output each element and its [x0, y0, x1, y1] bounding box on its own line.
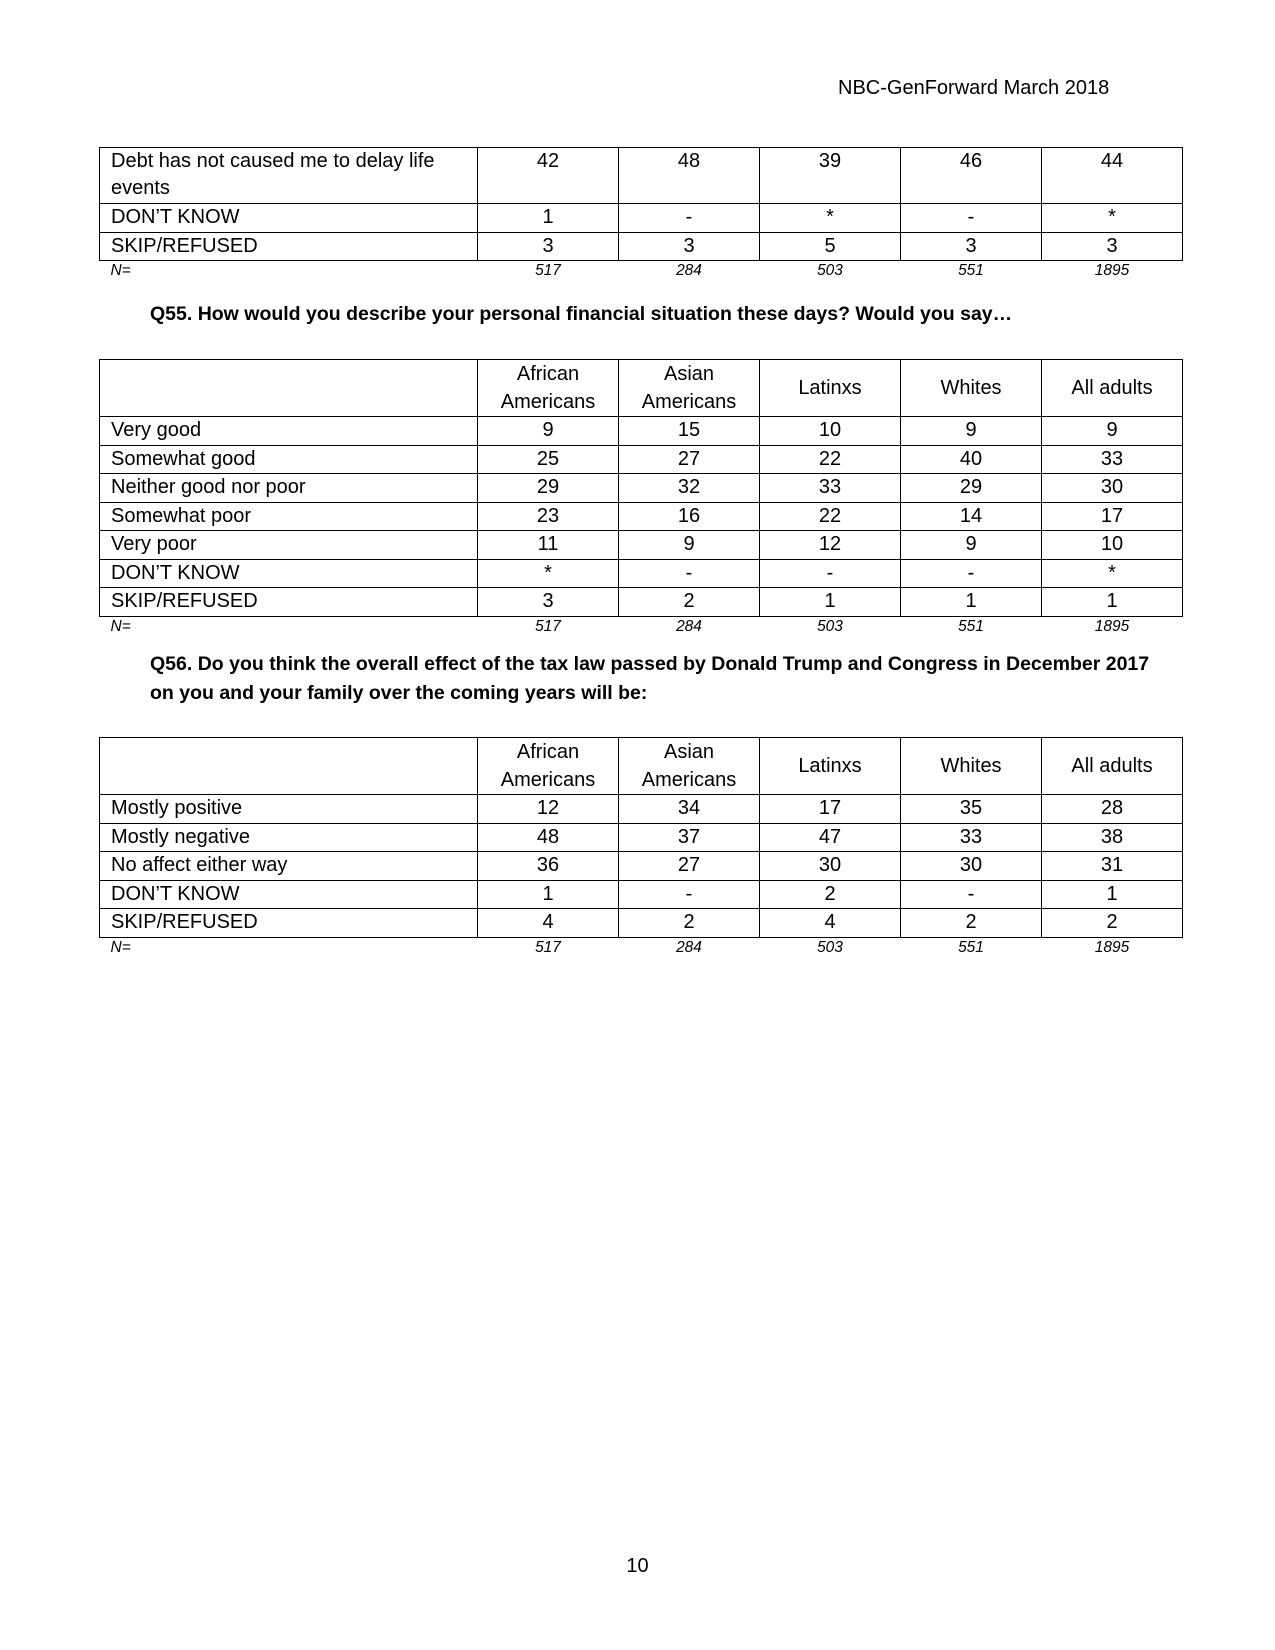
- header-row: [100, 360, 1183, 417]
- table-row: [100, 795, 1183, 824]
- row-label: Neither good nor poor: [100, 474, 478, 503]
- table-header: [100, 360, 1183, 417]
- table-row: [100, 148, 1183, 204]
- cell-value: 16: [619, 502, 760, 531]
- sample-size-row: [100, 937, 1183, 957]
- sample-size-value: 284: [619, 616, 760, 636]
- cell-value: 4: [478, 909, 619, 938]
- row-label: SKIP/REFUSED: [100, 232, 478, 261]
- row-label: Debt has not caused me to delay life events: [100, 148, 478, 204]
- cell-value: 30: [1042, 474, 1183, 503]
- cell-value: 2: [901, 909, 1042, 938]
- table-row: [100, 880, 1183, 909]
- cell-value: *: [1042, 559, 1183, 588]
- row-label: Somewhat poor: [100, 502, 478, 531]
- column-header: [619, 738, 760, 795]
- column-header: [760, 738, 901, 795]
- page-header: NBC-GenForward March 2018: [838, 77, 1110, 99]
- column-header-line: Asian: [663, 363, 715, 385]
- sample-size-value: 1895: [1042, 261, 1183, 281]
- sample-size-value: 1895: [1042, 616, 1183, 636]
- table-row: [100, 445, 1183, 474]
- sample-size-value: 517: [478, 261, 619, 281]
- cell-value: 28: [1042, 795, 1183, 824]
- column-header: [901, 738, 1042, 795]
- cell-value: *: [1042, 204, 1183, 233]
- table-q55: [99, 359, 1183, 636]
- sample-size-value: 503: [760, 616, 901, 636]
- sample-size-value: 517: [478, 937, 619, 957]
- row-label: DON’T KNOW: [100, 204, 478, 233]
- cell-value: 9: [901, 417, 1042, 446]
- column-header-line: African: [516, 363, 580, 385]
- column-header-line: Americans: [641, 391, 737, 413]
- cell-value: 44: [1042, 148, 1183, 204]
- cell-value: 27: [619, 445, 760, 474]
- row-label: Mostly positive: [100, 795, 478, 824]
- table-body: [100, 148, 1183, 261]
- cell-value: 5: [760, 232, 901, 261]
- column-header: [760, 360, 901, 417]
- cell-value: -: [901, 204, 1042, 233]
- cell-value: 42: [478, 148, 619, 204]
- sample-size-value: 551: [901, 616, 1042, 636]
- cell-value: 3: [901, 232, 1042, 261]
- cell-value: 11: [478, 531, 619, 560]
- column-header: [1042, 738, 1183, 795]
- column-header-line: Americans: [500, 769, 596, 791]
- row-label: No affect either way: [100, 852, 478, 881]
- sample-size-value: 517: [478, 616, 619, 636]
- table-row: [100, 588, 1183, 617]
- cell-value: 25: [478, 445, 619, 474]
- cell-value: 9: [478, 417, 619, 446]
- cell-value: 17: [1042, 502, 1183, 531]
- row-label: Very good: [100, 417, 478, 446]
- cell-value: *: [478, 559, 619, 588]
- sample-size-label: N=: [100, 937, 478, 957]
- table-body: [100, 795, 1183, 938]
- table-row: [100, 502, 1183, 531]
- cell-value: 38: [1042, 823, 1183, 852]
- cell-value: 47: [760, 823, 901, 852]
- cell-value: 12: [478, 795, 619, 824]
- column-header: [478, 360, 619, 417]
- sample-size-row: [100, 616, 1183, 636]
- cell-value: 4: [760, 909, 901, 938]
- cell-value: 37: [619, 823, 760, 852]
- cell-value: 15: [619, 417, 760, 446]
- cell-value: 12: [760, 531, 901, 560]
- sample-size-label: N=: [100, 616, 478, 636]
- table-row: [100, 204, 1183, 233]
- table-row: [100, 417, 1183, 446]
- cell-value: 10: [1042, 531, 1183, 560]
- sample-size-row: [100, 261, 1183, 281]
- sample-size-value: 551: [901, 937, 1042, 957]
- table-row: [100, 531, 1183, 560]
- question-q56: Q56. Do you think the overall effect of the tax law passed by Donald Trump and Congress in December 2017 on you and your family over the coming years will be:: [150, 653, 1150, 704]
- table-header: [100, 738, 1183, 795]
- cell-value: 9: [619, 531, 760, 560]
- cell-value: 39: [760, 148, 901, 204]
- header-cell-empty: [100, 360, 478, 417]
- cell-value: 2: [1042, 909, 1183, 938]
- column-header-line: Asian: [663, 741, 715, 763]
- cell-value: 2: [619, 588, 760, 617]
- cell-value: 3: [619, 232, 760, 261]
- page-number: 10: [626, 1555, 649, 1577]
- cell-value: 30: [760, 852, 901, 881]
- header-row: [100, 738, 1183, 795]
- sample-size-value: 503: [760, 261, 901, 281]
- cell-value: 2: [619, 909, 760, 938]
- cell-value: 1: [478, 204, 619, 233]
- row-label: Mostly negative: [100, 823, 478, 852]
- table-row: [100, 852, 1183, 881]
- cell-value: 22: [760, 445, 901, 474]
- cell-value: 3: [1042, 232, 1183, 261]
- row-label: SKIP/REFUSED: [100, 588, 478, 617]
- table-row: [100, 909, 1183, 938]
- sample-size-value: 284: [619, 261, 760, 281]
- cell-value: 27: [619, 852, 760, 881]
- question-q55: Q55. How would you describe your personal financial situation these days? Would you say…: [150, 303, 1013, 325]
- column-header-line: Americans: [500, 391, 596, 413]
- cell-value: 36: [478, 852, 619, 881]
- cell-value: -: [619, 204, 760, 233]
- cell-value: 1: [478, 880, 619, 909]
- cell-value: 29: [478, 474, 619, 503]
- cell-value: 3: [478, 588, 619, 617]
- column-header: [619, 360, 760, 417]
- table-row: [100, 823, 1183, 852]
- row-label: DON’T KNOW: [100, 880, 478, 909]
- sample-size-value: 551: [901, 261, 1042, 281]
- column-header-line: All adults: [1071, 755, 1153, 777]
- cell-value: 9: [1042, 417, 1183, 446]
- cell-value: 33: [760, 474, 901, 503]
- cell-value: 1: [901, 588, 1042, 617]
- cell-value: 1: [760, 588, 901, 617]
- cell-value: 22: [760, 502, 901, 531]
- table-n-row: [100, 937, 1183, 957]
- header-cell-empty: [100, 738, 478, 795]
- cell-value: 30: [901, 852, 1042, 881]
- row-label: Somewhat good: [100, 445, 478, 474]
- cell-value: -: [901, 559, 1042, 588]
- row-label: DON’T KNOW: [100, 559, 478, 588]
- table-q54-continued: [99, 147, 1183, 280]
- cell-value: 48: [619, 148, 760, 204]
- row-label: Very poor: [100, 531, 478, 560]
- cell-value: 10: [760, 417, 901, 446]
- sample-size-value: 503: [760, 937, 901, 957]
- column-header-line: Whites: [940, 377, 1002, 399]
- cell-value: 2: [760, 880, 901, 909]
- cell-value: 14: [901, 502, 1042, 531]
- cell-value: 32: [619, 474, 760, 503]
- cell-value: 1: [1042, 880, 1183, 909]
- cell-value: 1: [1042, 588, 1183, 617]
- table-row: [100, 232, 1183, 261]
- cell-value: -: [619, 880, 760, 909]
- table-row: [100, 559, 1183, 588]
- cell-value: 35: [901, 795, 1042, 824]
- cell-value: 3: [478, 232, 619, 261]
- cell-value: 9: [901, 531, 1042, 560]
- column-header-line: Whites: [940, 755, 1002, 777]
- row-label: SKIP/REFUSED: [100, 909, 478, 938]
- cell-value: 23: [478, 502, 619, 531]
- cell-value: *: [760, 204, 901, 233]
- cell-value: -: [760, 559, 901, 588]
- cell-value: 31: [1042, 852, 1183, 881]
- cell-value: -: [619, 559, 760, 588]
- table-n-row: [100, 616, 1183, 636]
- table-row: [100, 474, 1183, 503]
- column-header-line: Americans: [641, 769, 737, 791]
- column-header: [1042, 360, 1183, 417]
- sample-size-value: 284: [619, 937, 760, 957]
- table-n-row: [100, 261, 1183, 281]
- cell-value: 48: [478, 823, 619, 852]
- cell-value: -: [901, 880, 1042, 909]
- cell-value: 33: [901, 823, 1042, 852]
- table-body: [100, 417, 1183, 617]
- cell-value: 46: [901, 148, 1042, 204]
- column-header-line: African: [516, 741, 580, 763]
- column-header: [901, 360, 1042, 417]
- sample-size-label: N=: [100, 261, 478, 281]
- cell-value: 29: [901, 474, 1042, 503]
- column-header-line: All adults: [1071, 377, 1153, 399]
- column-header-line: Latinxs: [798, 377, 862, 399]
- column-header-line: Latinxs: [798, 755, 862, 777]
- sample-size-value: 1895: [1042, 937, 1183, 957]
- cell-value: 33: [1042, 445, 1183, 474]
- column-header: [478, 738, 619, 795]
- cell-value: 17: [760, 795, 901, 824]
- cell-value: 34: [619, 795, 760, 824]
- cell-value: 40: [901, 445, 1042, 474]
- table-q56: [99, 737, 1183, 957]
